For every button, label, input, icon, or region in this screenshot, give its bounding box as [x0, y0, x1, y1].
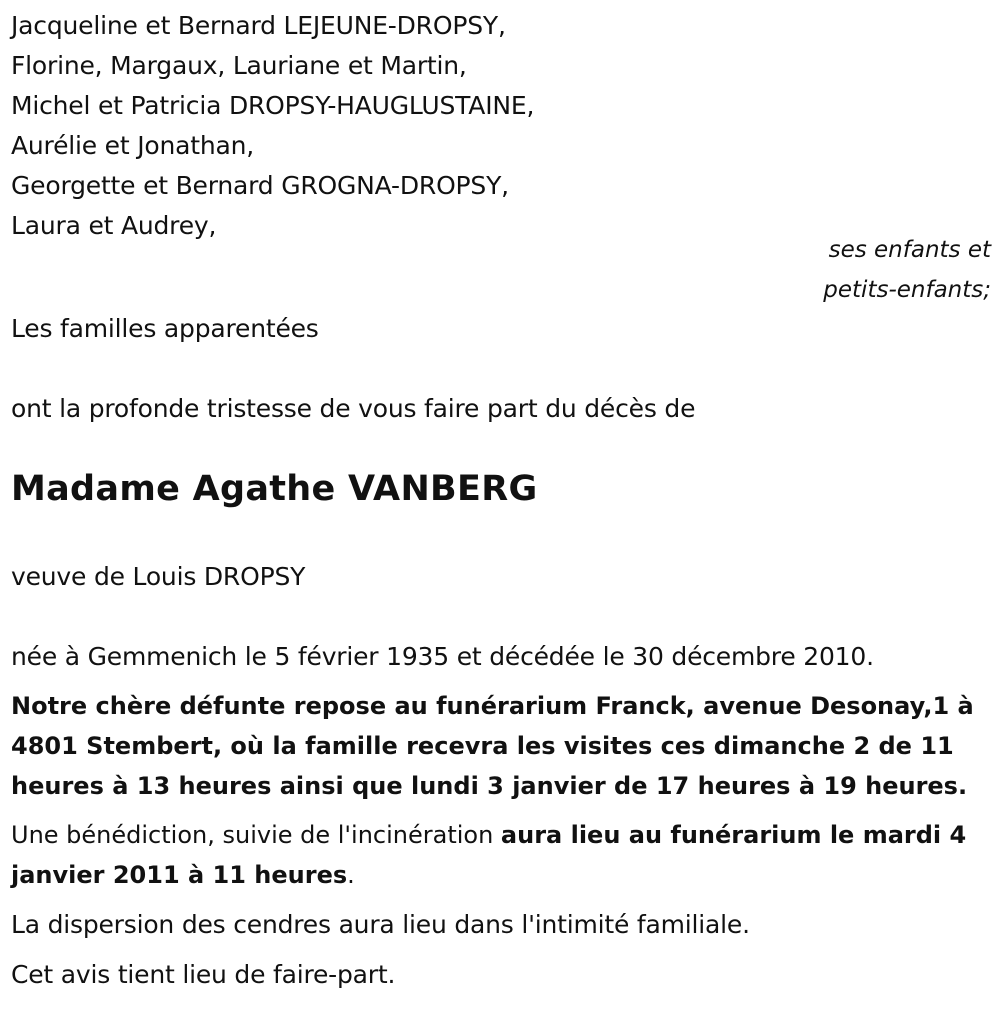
family-line: Jacqueline et Bernard LEJEUNE-DROPSY, [11, 11, 506, 40]
visitation-paragraph: Notre chère défunte repose au funérarium Franck, avenue Desonay,1 à 4801 Stembert, où la famille recevra les visites ces dimanche 2 de 11 heures à 13 heures ainsi que lundi 3 janvier de 17 heures à 19 heures. [11, 692, 974, 800]
ceremony-details: aura lieu au funérarium le mardi 4 janvier 2011 à 11 heures [11, 821, 967, 889]
relatives-line: Les familles apparentées [11, 314, 319, 343]
family-line: Aurélie et Jonathan, [11, 131, 254, 160]
birth-death-line: née à Gemmenich le 5 février 1935 et décédée le 30 décembre 2010. [11, 642, 874, 671]
notice-line: Cet avis tient lieu de faire-part. [11, 960, 396, 989]
family-line: Michel et Patricia DROPSY-HAUGLUSTAINE, [11, 91, 535, 120]
family-line: Florine, Margaux, Lauriane et Martin, [11, 51, 467, 80]
ashes-line: La dispersion des cendres aura lieu dans l'intimité familiale. [11, 910, 750, 939]
deceased-name: Madame Agathe VANBERG [11, 469, 538, 509]
family-relation [823, 230, 991, 310]
ceremony-paragraph [11, 815, 991, 895]
relation-line: petits-enfants; [823, 277, 991, 303]
family-line: Georgette et Bernard GROGNA-DROPSY, [11, 171, 509, 200]
ceremony-end: . [347, 861, 355, 889]
family-list [11, 6, 534, 246]
family-line: Laura et Audrey, [11, 211, 217, 240]
spouse-line: veuve de Louis DROPSY [11, 562, 306, 591]
announcement-line: ont la profonde tristesse de vous faire part du décès de [11, 394, 696, 423]
ceremony-intro: Une bénédiction, suivie de l'incinération [11, 821, 501, 849]
relation-line: ses enfants et [828, 237, 991, 263]
